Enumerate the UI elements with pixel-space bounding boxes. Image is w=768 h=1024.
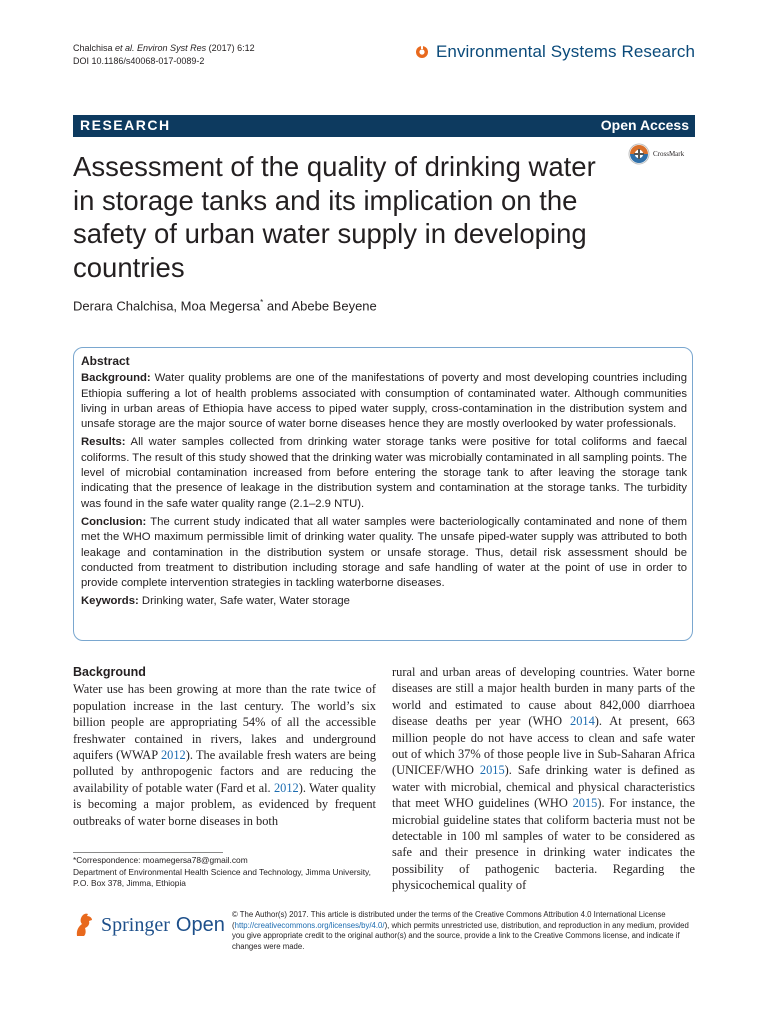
crossmark-icon <box>628 143 650 165</box>
article-type-label: RESEARCH <box>80 117 171 133</box>
authors-first: Derara Chalchisa, Moa Megersa <box>73 298 261 314</box>
license-text-a: © The Author(s) 2017. This article is distributed under the terms of the Creative Commons Attribution 4.0 International License ( <box>232 910 666 930</box>
abstract-background-text: Water quality problems are one of the manifestations of poverty and most developing countries including Ethiopia suffering a lot of health problems associated with consumption of contaminated water. Although communities living in urban areas of Ethiopia have access to piped water supply, cross-contamination in the distribution system and unsafe storage are the major source of water borne diseases hence they are mostly overlooked by water professionals. <box>81 372 687 431</box>
publisher-logo[interactable] <box>73 912 225 938</box>
citation-authors: Chalchisa <box>73 43 116 53</box>
body-text: ). At present, 663 million people do not have access to clean and safe water out of which 37% of those people live in Sub-Saharan Africa (UNICEF/WHO <box>392 714 695 778</box>
citation-link[interactable]: 2014 <box>570 714 595 729</box>
footnote-divider <box>73 852 223 853</box>
abstract-results-label: Results: <box>81 436 126 449</box>
article-title: Assessment of the quality of drinking water in storage tanks and its implication on the safety of urban water supply in developing countries <box>73 151 596 283</box>
abstract-conclusion <box>81 515 687 591</box>
author-list <box>73 298 377 313</box>
abstract-results <box>81 435 687 511</box>
publisher-open: Open <box>175 913 225 936</box>
abstract-background <box>81 371 687 432</box>
publisher-name: Springer <box>101 913 170 936</box>
citation-line <box>73 42 255 55</box>
journal-logo-icon <box>415 45 429 59</box>
abstract-background-label: Background: <box>81 372 151 385</box>
authors-last: and Abebe Beyene <box>263 298 377 314</box>
body-text: ). Water quality is becoming a major problem, as evidenced by frequent outbreaks of water borne diseases in both <box>73 780 376 828</box>
body-column-left <box>73 664 376 829</box>
body-text: ). Safe drinking water is defined as water with microbial, chemical and physical characteristics that meet WHO guidelines (WHO <box>392 763 695 811</box>
citation-link[interactable]: 2012 <box>160 748 186 763</box>
body-text: rural and urban areas of developing countries. Water borne diseases are still a major health burden in many parts of the world and estimated to cause about 842,000 diarrhoea disease deaths per year (WHO <box>392 665 695 729</box>
keywords-label: Keywords: <box>81 595 139 608</box>
open-access-label: Open Access <box>600 117 689 133</box>
license-link[interactable]: http://creativecommons.org/licenses/by/4.0/ <box>234 920 385 930</box>
abstract-keywords <box>81 594 687 609</box>
keywords-text: Drinking water, Safe water, Water storage <box>138 595 350 608</box>
footnote <box>73 855 373 890</box>
citation-year: (2017) 6:12 <box>206 43 255 53</box>
crossmark-badge[interactable] <box>628 143 684 165</box>
correspondence: *Correspondence: moamegersa78@gmail.com <box>73 855 248 865</box>
license-text <box>232 910 692 952</box>
abstract-results-text: All water samples collected from drinking water storage tanks were positive for total coliforms and faecal coliforms. The result of this study showed that the drinking water was microbially contaminated in all sampling points. The level of microbial contamination increased from before entering the storage tank to after leaving the storage tank indicating that the presence of leakage in the distribution system and contamination at the storage tanks. The turbidity was found in the safe water quality range (2.1–2.9 NTU). <box>81 436 687 510</box>
citation-journal: et al. Environ Syst Res <box>115 43 207 53</box>
body-paragraph <box>392 664 695 894</box>
section-heading: Background <box>73 665 146 679</box>
body-text: Water use has been growing at more than the rate twice of population increase in the last century. The world’s six billion people are appropriating 54% of all the accessible freshwater contained in rivers, lakes and underground aquifers (WWAP <box>73 682 376 763</box>
citation-link[interactable]: 2015 <box>479 763 505 778</box>
citation-block <box>73 42 255 68</box>
crossmark-label: CrossMark <box>653 150 685 158</box>
springer-horse-icon <box>73 912 95 938</box>
affiliation: Department of Environmental Health Science and Technology, Jimma University, P.O. Box 378, Jimma, Ethiopia <box>73 866 371 888</box>
abstract-conclusion-text: The current study indicated that all water samples were bacteriologically contaminated and none of them met the WHO maximum permissible limit of drinking water quality. The unsafe piped-water supply was attributed to both leakage and contamination in the distribution system or unsafe storage. Thus, detail risk assessment should be conducted from treatment to distribution including storage and safe handling of water at the point of use in order to provide complete intervention strategies in tackling waterborne diseases. <box>81 515 687 590</box>
abstract <box>81 354 687 613</box>
body-paragraph <box>73 681 376 829</box>
body-column-right <box>392 664 695 894</box>
journal-brand[interactable] <box>415 42 695 62</box>
body-text: ). The available fresh waters are being polluted by anthropogenic factors and are reducing the availability of potable water (Fard et al. <box>73 748 377 795</box>
license-text-b: ), which permits unrestricted use, distribution, and reproduction in any medium, provided you give appropriate credit to the original author(s) and the source, provide a link to the Creative Commons license, and indicate if changes were made. <box>232 920 689 951</box>
abstract-heading: Abstract <box>81 354 130 368</box>
abstract-conclusion-label: Conclusion: <box>81 515 147 528</box>
corresponding-mark: * <box>260 298 264 307</box>
doi[interactable]: DOI 10.1186/s40068-017-0089-2 <box>73 56 205 66</box>
body-text: ). For instance, the microbial guideline states that coliform bacteria must not be detectable in 100 ml samples of water to be considered as safe and their presence in drinking water indicates the possibility of pathogenic bacteria. Regarding the physicochemical quality of <box>392 796 695 893</box>
citation-link[interactable]: 2015 <box>572 796 598 811</box>
citation-link[interactable]: 2012 <box>273 780 299 795</box>
journal-name: Environmental Systems Research <box>435 42 695 61</box>
